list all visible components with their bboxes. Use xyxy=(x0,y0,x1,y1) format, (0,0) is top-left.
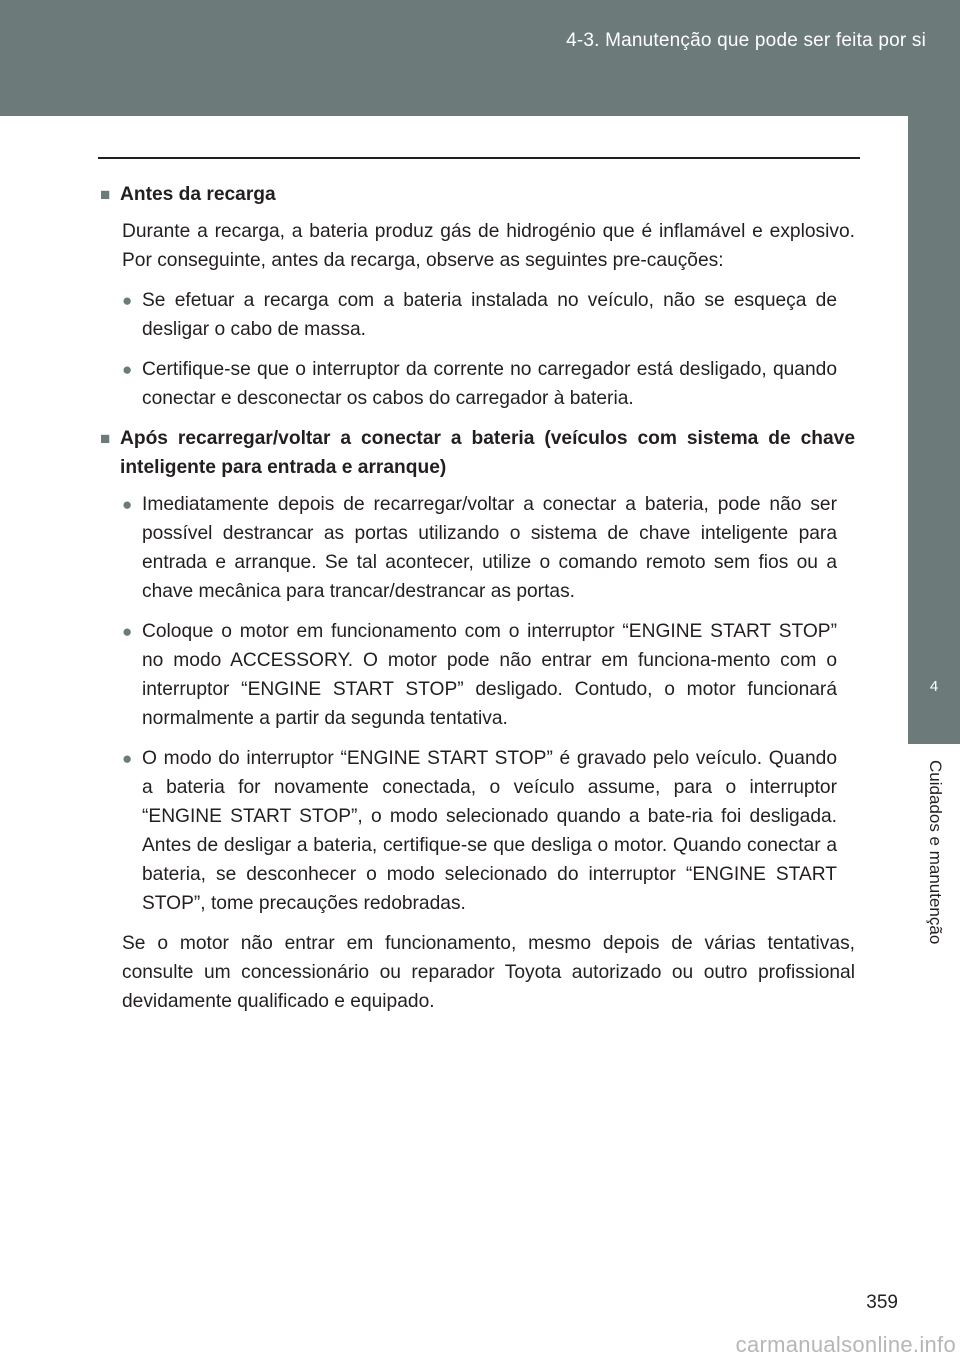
section-title: 4-3. Manutenção que pode ser feita por si xyxy=(566,30,926,51)
square-marker-icon: ■ xyxy=(100,185,111,204)
chapter-label: Cuidados e manutenção xyxy=(926,760,945,945)
section-heading-after-recharge xyxy=(100,424,855,482)
side-tab-upper xyxy=(908,116,960,628)
chapter-number-tab xyxy=(908,628,960,744)
page-number: 359 xyxy=(866,1292,898,1313)
section-heading-before-recharge xyxy=(100,180,855,209)
list-item xyxy=(122,617,855,733)
list-item-text: Certifique-se que o interruptor da corrente no carregador está desligado, quando conectar e desconectar os cabos do carregador à bateria. xyxy=(142,359,837,409)
header-rule xyxy=(98,157,860,159)
list-item xyxy=(122,744,855,918)
bullet-dot-icon: ● xyxy=(122,360,133,379)
list-item xyxy=(122,355,855,413)
bullet-dot-icon: ● xyxy=(122,495,133,514)
heading-text: Antes da recarga xyxy=(120,184,276,205)
watermark: carmanualsonline.info xyxy=(735,1332,956,1357)
bullet-dot-icon: ● xyxy=(122,622,133,641)
list-item xyxy=(122,286,855,344)
chapter-number: 4 xyxy=(929,677,939,695)
header-band xyxy=(0,0,960,116)
bullet-dot-icon: ● xyxy=(122,749,133,768)
closing-paragraph: Se o motor não entrar em funcionamento, mesmo depois de várias tentativas, consulte um concessionário ou reparador Toyota autorizado ou outro profissional devidamente qualificado e equipado. xyxy=(122,933,855,1012)
square-marker-icon: ■ xyxy=(100,429,111,448)
list-item-text: Se efetuar a recarga com a bateria instalada no veículo, não se esqueça de desligar o cabo de massa. xyxy=(142,290,837,340)
list-item xyxy=(122,490,855,606)
main-content xyxy=(100,180,855,1027)
paragraph: Durante a recarga, a bateria produz gás de hidrogénio que é inflamável e explosivo. Por conseguinte, antes da recarga, observe as seguintes pre-cauções: xyxy=(122,221,855,271)
heading-text: Após recarregar/voltar a conectar a bateria (veículos com sistema de chave inteligente para entrada e arranque) xyxy=(120,428,855,478)
list-item-text: Imediatamente depois de recarregar/voltar a conectar a bateria, pode não ser possível destrancar as portas utilizando o sistema de chave inteligente para entrada e arranque. Se tal acontecer, utilize o comando remoto sem fios ou a chave mecânica para trancar/destrancar as portas. xyxy=(142,494,837,602)
list-item-text: O modo do interruptor “ENGINE START STOP” é gravado pelo veículo. Quando a bateria for novamente conectada, o veículo assume, para o interruptor “ENGINE START STOP”, o modo selecionado quando a bate-ria foi desligada. Antes de desligar a bateria, certifique-se que desliga o motor. Quando conectar a bateria, se desconhecer o modo selecionado do interruptor “ENGINE START STOP”, tome precauções redobradas. xyxy=(142,748,837,914)
bullet-dot-icon: ● xyxy=(122,291,133,310)
list-item-text: Coloque o motor em funcionamento com o interruptor “ENGINE START STOP” no modo ACCESSORY. O motor pode não entrar em funciona-mento com o interruptor “ENGINE START STOP” desligado. Contudo, o motor funcionará normalmente a partir da segunda tentativa. xyxy=(142,621,837,729)
